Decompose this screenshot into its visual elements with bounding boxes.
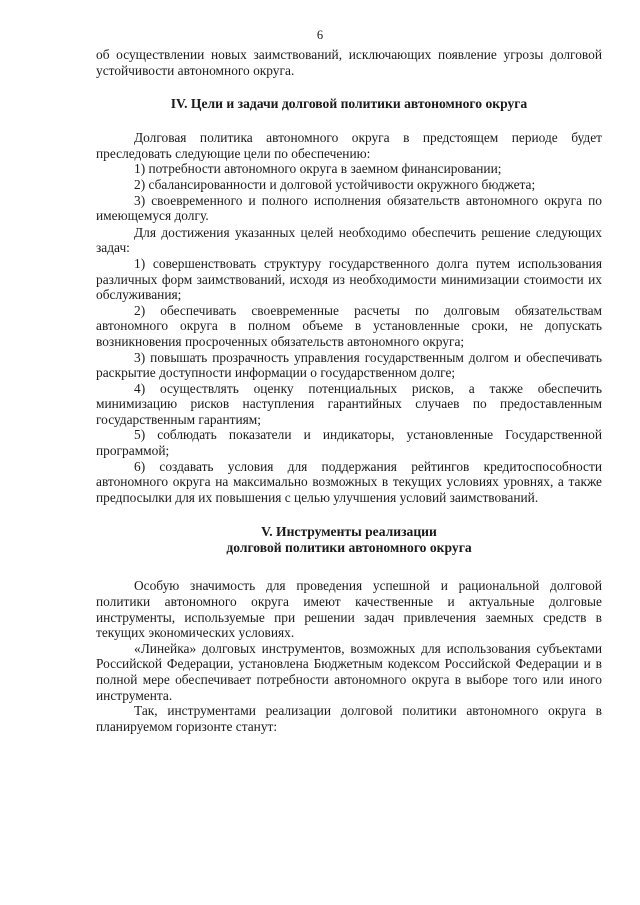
tasks-lead: Для достижения указанных целей необходимо обеспечить решение следующих задач: <box>96 224 602 256</box>
task-item: 6) создавать условия для поддержания рейтингов кредитоспособности автономного округа на максимально возможных в текущих условиях уровнях, а также предпосылки для их повышения с целью улучшения условий заимствований. <box>96 458 602 505</box>
section-5-title-line-2: долговой политики автономного округа <box>226 540 472 556</box>
section-4-title: IV. Цели и задачи долговой политики автономного округа <box>170 96 528 112</box>
section-5-title-line-1: V. Инструменты реализации <box>261 524 437 540</box>
task-item: 2) обеспечивать своевременные расчеты по долговым обязательствам автономного округа в полном объеме в установленные сроки, не допускать возникновения просроченных обязательств автономного округа; <box>96 302 602 349</box>
page-content <box>96 47 602 734</box>
task-item: 5) соблюдать показатели и индикаторы, установленные Государственной программой; <box>96 427 602 459</box>
goal-item: 3) своевременного и полного исполнения обязательств автономного округа по имеющемуся долгу. <box>96 192 602 224</box>
section-5-paragraph: «Линейка» долговых инструментов, возможных для использования субъектами Российской Федерации, установлена Бюджетным кодексом Российской Федерации и в полной мере обеспечивает потребности автономного округа в выборе того или иного инструмента. <box>96 640 602 703</box>
section-4-lead: Долговая политика автономного округа в предстоящем периоде будет преследовать следующие цели по обеспечению: <box>96 130 602 161</box>
task-item: 4) осуществлять оценку потенциальных рисков, а также обеспечить минимизацию рисков наступления гарантийных случаев по предоставленным государственным гарантиям; <box>96 380 602 427</box>
goal-item: 2) сбалансированности и долговой устойчивости окружного бюджета; <box>134 176 536 192</box>
goal-item: 1) потребности автономного округа в заемном финансировании; <box>134 161 502 177</box>
section-5-paragraph: Особую значимость для проведения успешной и рациональной долговой политики автономного округа имеют качественные и актуальные долговые инструменты, используемые при решении задач привлечения заемных средств в текущих экономических условиях. <box>96 578 602 641</box>
section-5-title <box>96 524 602 556</box>
page-number: 6 <box>316 28 324 42</box>
section-5-paragraph: Так, инструментами реализации долговой политики автономного округа в планируемом горизонте станут: <box>96 703 602 734</box>
task-item: 1) совершенствовать структуру государственного долга путем использования различных форм заимствований, исходя из необходимости минимизации стоимости их обслуживания; <box>96 255 602 303</box>
task-item: 3) повышать прозрачность управления государственным долгом и обеспечивать раскрытие доступности информации о государственном долге; <box>96 349 602 381</box>
intro-continuation: об осуществлении новых заимствований, исключающих появление угрозы долговой устойчивости автономного округа. <box>96 47 602 78</box>
